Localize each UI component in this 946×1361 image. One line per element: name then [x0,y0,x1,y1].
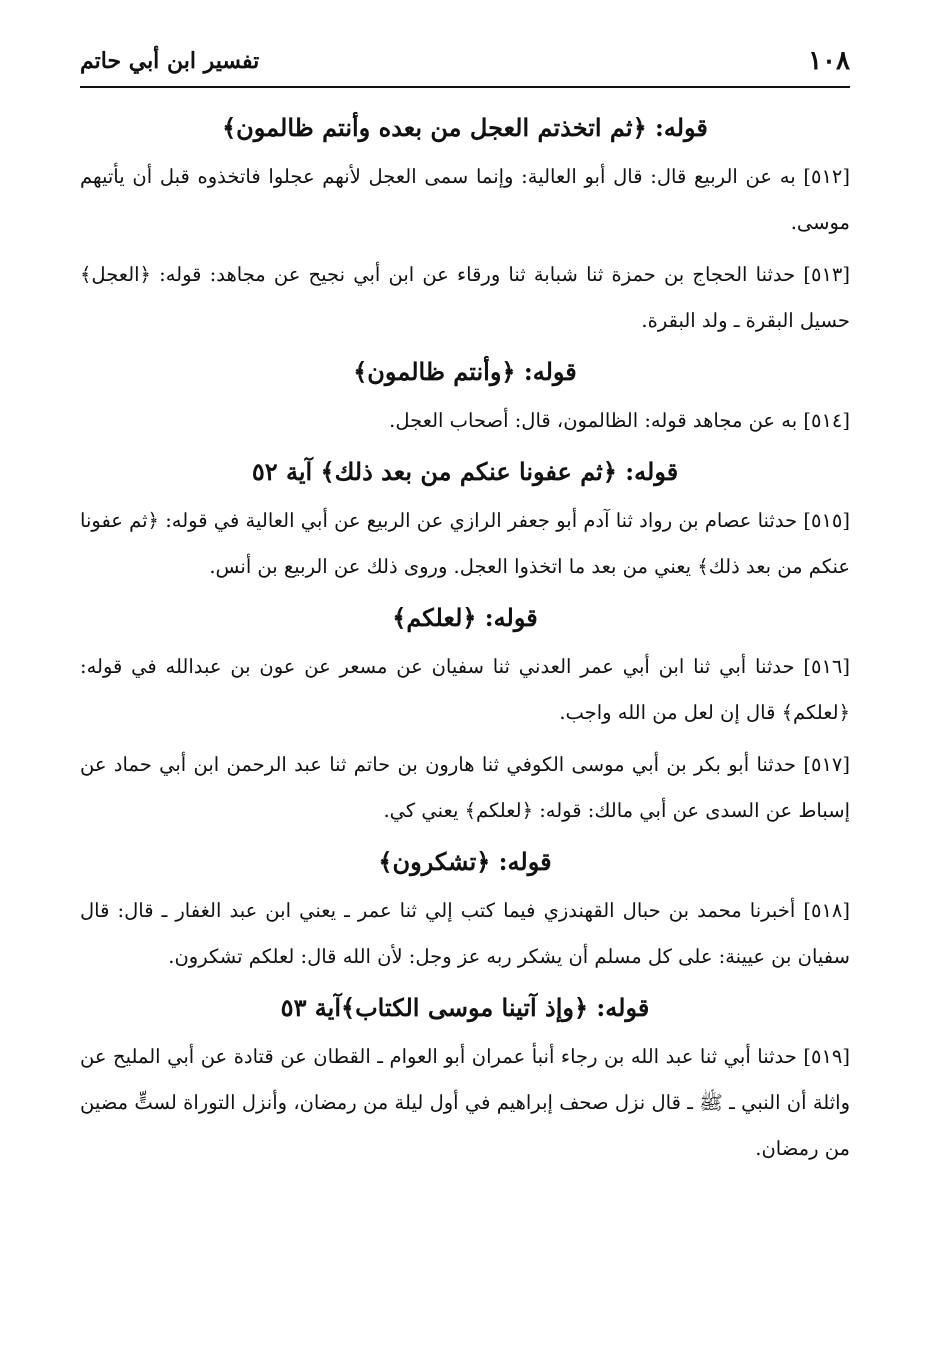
hadith-text: به عن مجاهد قوله: الظالمون، قال: أصحاب العجل. [389,409,798,432]
hadith-number: [٥١٥] [803,509,850,532]
hadith-number: [٥١٨] [803,899,851,922]
page-body [80,100,850,1178]
hadith-paragraph [80,1034,850,1172]
hadith-number: [٥١٧] [803,753,850,776]
hadith-text: حدثنا أبي ثنا عبد الله بن رجاء أنبأ عمران أبو العوام ـ القطان عن قتادة عن أبي المليح عن واثلة أن النبي ـ ﷺ ـ قال نزل صحف إبراهيم في أول ليلة من رمضان، وأنزل التوراة لستٍّ مضين من رمضان. [80,1045,850,1160]
header-rule [80,86,850,88]
hadith-text: حدثنا أبو بكر بن أبي موسى الكوفي ثنا هارون بن حاتم ثنا عبد الرحمن ابن أبي حماد عن إسباط عن السدى عن أبي مالك: قوله: ﴿لعلكم﴾ يعني كي. [80,753,850,822]
page-header [80,40,850,80]
hadith-paragraph [80,888,850,980]
hadith-paragraph [80,252,850,344]
hadith-paragraph [80,154,850,246]
hadith-number: [٥١٣] [803,263,850,286]
hadith-number: [٥١٤] [803,409,850,432]
hadith-number: [٥١٦] [803,655,850,678]
section-heading: قوله: ﴿ثم عفونا عنكم من بعد ذلك﴾ آية ٥٢ [251,457,679,486]
section-heading: قوله: ﴿ثم اتخذتم العجل من بعده وأنتم ظالمون﴾ [222,113,708,142]
hadith-text: حدثنا عصام بن رواد ثنا آدم أبو جعفر الرازي عن الربيع عن أبي العالية في قوله: ﴿ثم عفونا عنكم من بعد ذلك﴾ يعني من بعد ما اتخذوا العجل. وروى ذلك عن الربيع بن أنس. [80,509,850,578]
section-heading: قوله: ﴿وأنتم ظالمون﴾ [353,357,577,386]
book-title: تفسير ابن أبي حاتم [80,48,260,74]
hadith-paragraph [80,398,850,444]
hadith-text: به عن الربيع قال: قال أبو العالية: وإنما سمى العجل لأنهم عجلوا فاتخذوه قبل أن يأتيهم موسى. [80,165,850,234]
page-number: ١٠٨ [808,46,850,76]
section-heading: قوله: ﴿لعلكم﴾ [392,603,538,632]
hadith-paragraph [80,644,850,736]
hadith-number: [٥١٢] [803,165,850,188]
section-heading: قوله: ﴿وإذ آتينا موسى الكتاب﴾آية ٥٣ [280,993,650,1022]
hadith-number: [٥١٩] [803,1045,850,1068]
hadith-paragraph [80,498,850,590]
hadith-text: أخبرنا محمد بن حبال القهندزي فيما كتب إلي ثنا عمر ـ يعني ابن عبد الغفار ـ قال: قال سفيان بن عيينة: على كل مسلم أن يشكر ربه عز وجل: لأن الله قال: لعلكم تشكرون. [80,899,850,968]
hadith-text: حدثنا أبي ثنا ابن أبي عمر العدني ثنا سفيان عن مسعر عن عون بن عبدالله في قوله: ﴿لعلكم﴾ قال إن لعل من الله واجب. [80,655,850,724]
hadith-text: حدثنا الحجاج بن حمزة ثنا شبابة ثنا ورقاء عن ابن أبي نجيح عن مجاهد: قوله: ﴿العجل﴾ حسيل البقرة ـ ولد البقرة. [80,263,850,332]
section-heading: قوله: ﴿تشكرون﴾ [378,847,552,876]
hadith-paragraph [80,742,850,834]
